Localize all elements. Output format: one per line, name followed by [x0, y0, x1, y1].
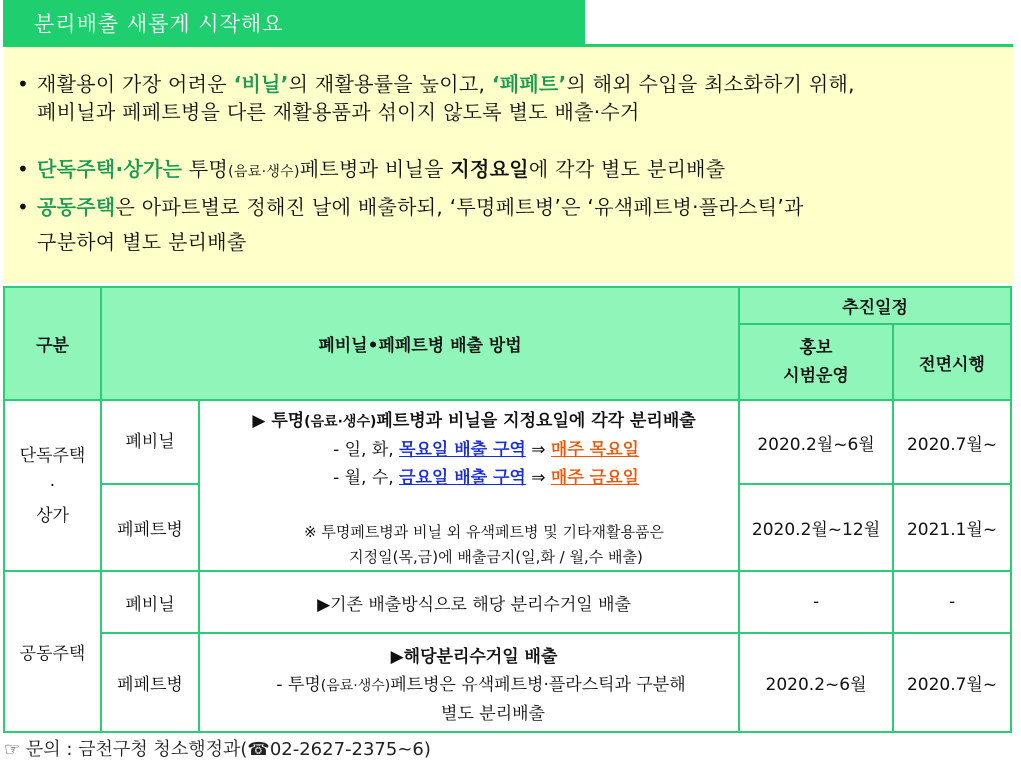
type-pet: 페페트병	[101, 484, 199, 571]
bullet-icon: •	[17, 157, 30, 181]
full-s-pet: 2021.1월~	[893, 484, 1011, 571]
single-method-line-2: - 월, 수, 금요일 배출 구역 ⇒ 매주 금요일	[333, 468, 639, 488]
full-a-pet: 2020.7월~	[893, 633, 1011, 732]
summary-line-5: 구분하여 별도 분리배출	[37, 230, 247, 254]
apartment-vinyl-method: ▶기존 배출방식으로 해당 분리수거일 배출	[199, 571, 739, 633]
bullet-icon: •	[17, 72, 30, 96]
footer-contact: ☞ 문의 : 금천구청 청소행정과(☎02-2627-2375~6)	[4, 739, 431, 760]
summary-box	[3, 47, 1013, 283]
type-vinyl: 폐비닐	[101, 571, 199, 633]
full-s-vinyl: 2020.7월~	[893, 400, 1011, 484]
apartment-pet-method: ▶해당분리수거일 배출 - 투명(음료·생수)페트병은 유색페트병·플라스틱과 구분해 별도 분리배출	[199, 633, 739, 732]
single-method-title: ▶ 투명(음료·생수)페트병과 비닐을 지정요일에 각각 분리배출	[252, 411, 696, 431]
header-category: 구분	[4, 287, 101, 400]
summary-line-3: • 단독주택·상가는 투명(음료·생수)페트병과 비닐을 지정요일에 각각 별도 분리배출	[17, 157, 726, 181]
header-schedule: 추진일정	[739, 287, 1011, 324]
summary-line-4: • 공동주택은 아파트별로 정해진 날에 배출하되, ‘투명페트병’은 ‘유색페트병·플라스틱’과	[17, 195, 804, 219]
summary-line-1: • 재활용이 가장 어려운 ‘비닐’의 재활용률을 높이고, ‘페페트’의 해외 수입을 최소화하기 위해,	[17, 72, 855, 96]
header-full: 전면시행	[893, 324, 1011, 400]
header-method: 폐비닐•페페트병 배출 방법	[101, 287, 739, 400]
page-title: 분리배출 새롭게 시작해요	[34, 12, 284, 36]
single-method-cell	[199, 400, 739, 571]
promo-a-pet: 2020.2~6월	[739, 633, 893, 732]
type-pet: 페페트병	[101, 633, 199, 732]
promo-a-vinyl: -	[739, 571, 893, 633]
promo-s-vinyl: 2020.2월~6월	[739, 400, 893, 484]
promo-s-pet: 2020.2월~12월	[739, 484, 893, 571]
single-method-note: ※ 투명페트병과 비닐 외 유색페트병 및 기타재활용품은 지정일(목,금)에 배출금지(일,화 / 월,수 배출)	[304, 523, 664, 566]
full-a-vinyl: -	[893, 571, 1011, 633]
type-vinyl: 폐비닐	[101, 400, 199, 484]
header-promo: 홍보 시범운영	[739, 324, 893, 400]
schedule-table	[3, 286, 1012, 733]
single-method-line-1: - 일, 화, 목요일 배출 구역 ⇒ 매주 목요일	[333, 440, 639, 460]
group-single: 단독주택 · 상가	[4, 400, 101, 571]
pointing-hand-icon: ☞	[4, 739, 21, 760]
summary-line-2: 폐비닐과 페페트병을 다른 재활용품과 섞이지 않도록 별도 배출·수거	[37, 100, 640, 124]
group-apartment: 공동주택	[4, 571, 101, 732]
bullet-icon: •	[17, 195, 30, 219]
